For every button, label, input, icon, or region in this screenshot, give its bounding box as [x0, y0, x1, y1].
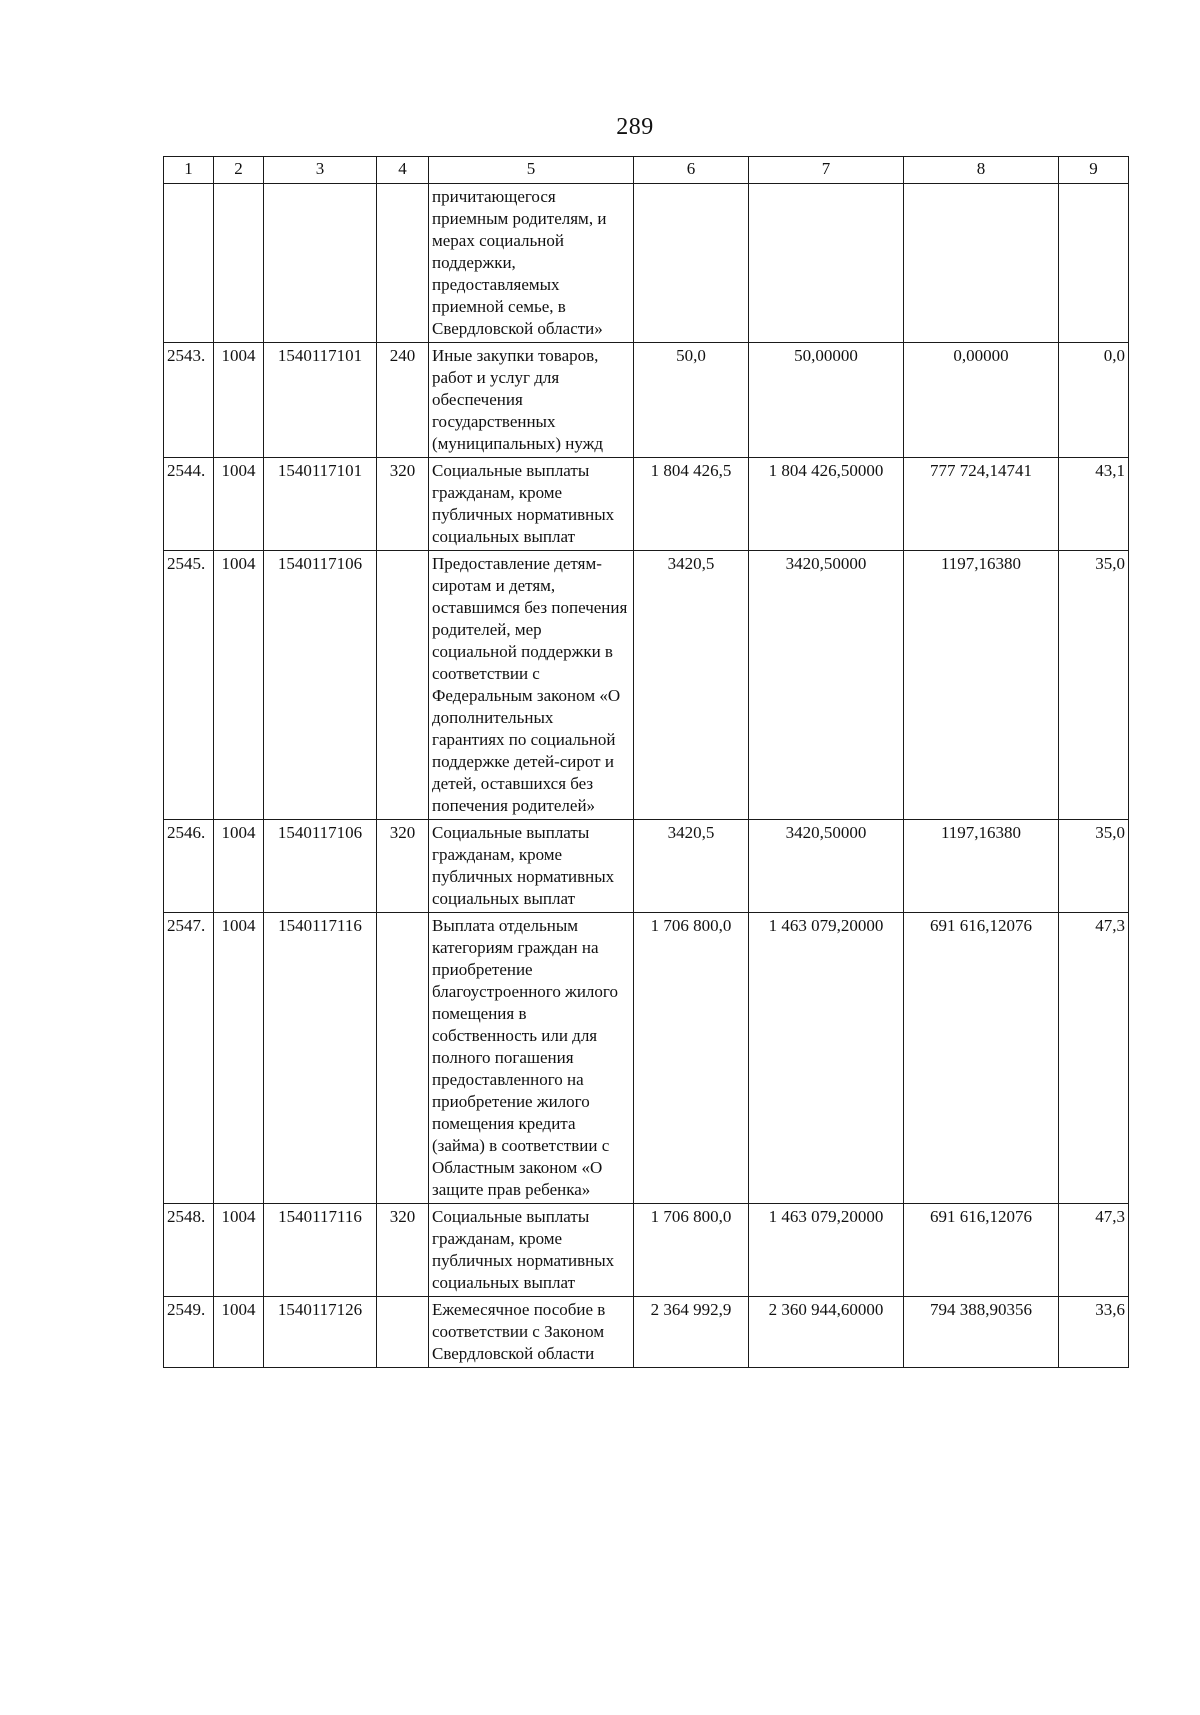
executed-amount-cell: 1197,16380	[904, 820, 1059, 913]
section-code-cell: 1004	[214, 1204, 264, 1297]
column-header: 8	[904, 157, 1059, 184]
percent-cell: 33,6	[1059, 1297, 1129, 1368]
table-row	[164, 551, 1129, 820]
plan-amount-cell: 2 364 992,9	[634, 1297, 749, 1368]
plan-amount-cell: 3420,5	[634, 820, 749, 913]
percent-cell: 43,1	[1059, 458, 1129, 551]
expense-type-cell	[377, 551, 429, 820]
expense-type-cell: 240	[377, 343, 429, 458]
approved-amount-cell: 1 463 079,20000	[749, 1204, 904, 1297]
executed-amount-cell: 794 388,90356	[904, 1297, 1059, 1368]
approved-amount-cell: 50,00000	[749, 343, 904, 458]
section-code-cell: 1004	[214, 458, 264, 551]
section-code-cell: 1004	[214, 343, 264, 458]
executed-amount-cell: 777 724,14741	[904, 458, 1059, 551]
row-number-cell: 2543.	[164, 343, 214, 458]
percent-cell: 35,0	[1059, 820, 1129, 913]
item-name-cell: Социальные выплаты гражданам, кроме публичных нормативных социальных выплат	[429, 1204, 634, 1297]
section-code-cell: 1004	[214, 551, 264, 820]
target-code-cell: 1540117101	[264, 458, 377, 551]
column-header: 9	[1059, 157, 1129, 184]
column-header: 4	[377, 157, 429, 184]
row-number-cell: 2546.	[164, 820, 214, 913]
row-number-cell	[164, 184, 214, 343]
approved-amount-cell: 1 463 079,20000	[749, 913, 904, 1204]
section-code-cell: 1004	[214, 1297, 264, 1368]
column-header: 5	[429, 157, 634, 184]
expense-type-cell: 320	[377, 1204, 429, 1297]
page-number: 289	[616, 114, 654, 140]
item-name-cell: причитающегося приемным родителям, и мерах социальной поддержки, предоставляемых приемной семье, в Свердловской области»	[429, 184, 634, 343]
column-header: 3	[264, 157, 377, 184]
row-number-cell: 2547.	[164, 913, 214, 1204]
row-number-cell: 2549.	[164, 1297, 214, 1368]
executed-amount-cell: 0,00000	[904, 343, 1059, 458]
table-row	[164, 458, 1129, 551]
plan-amount-cell: 1 706 800,0	[634, 1204, 749, 1297]
approved-amount-cell: 3420,50000	[749, 820, 904, 913]
row-number-cell: 2548.	[164, 1204, 214, 1297]
percent-cell: 47,3	[1059, 913, 1129, 1204]
table-row	[164, 913, 1129, 1204]
section-code-cell: 1004	[214, 913, 264, 1204]
column-header: 6	[634, 157, 749, 184]
percent-cell: 0,0	[1059, 343, 1129, 458]
plan-amount-cell: 1 706 800,0	[634, 913, 749, 1204]
expense-type-cell: 320	[377, 820, 429, 913]
table-row	[164, 343, 1129, 458]
item-name-cell: Ежемесячное пособие в соответствии с Законом Свердловской области	[429, 1297, 634, 1368]
expense-type-cell: 320	[377, 458, 429, 551]
item-name-cell: Иные закупки товаров, работ и услуг для обеспечения государственных (муниципальных) нужд	[429, 343, 634, 458]
row-number-cell: 2544.	[164, 458, 214, 551]
item-name-cell: Социальные выплаты гражданам, кроме публичных нормативных социальных выплат	[429, 820, 634, 913]
target-code-cell: 1540117116	[264, 1204, 377, 1297]
approved-amount-cell: 1 804 426,50000	[749, 458, 904, 551]
plan-amount-cell: 50,0	[634, 343, 749, 458]
executed-amount-cell: 1197,16380	[904, 551, 1059, 820]
section-code-cell: 1004	[214, 820, 264, 913]
budget-table	[163, 156, 1129, 1368]
row-number-cell: 2545.	[164, 551, 214, 820]
expense-type-cell	[377, 913, 429, 1204]
executed-amount-cell: 691 616,12076	[904, 1204, 1059, 1297]
target-code-cell: 1540117106	[264, 551, 377, 820]
target-code-cell: 1540117106	[264, 820, 377, 913]
plan-amount-cell: 3420,5	[634, 551, 749, 820]
section-code-cell	[214, 184, 264, 343]
column-header: 7	[749, 157, 904, 184]
item-name-cell: Выплата отдельным категориям граждан на приобретение благоустроенного жилого помещения в собственность или для полного погашения предоставленного на приобретение жилого помещения кредита (займа) в соответствии с Областным законом «О защите прав ребенка»	[429, 913, 634, 1204]
expense-type-cell	[377, 1297, 429, 1368]
executed-amount-cell: 691 616,12076	[904, 913, 1059, 1204]
target-code-cell	[264, 184, 377, 343]
target-code-cell: 1540117101	[264, 343, 377, 458]
table-header-row	[164, 157, 1129, 184]
column-header: 2	[214, 157, 264, 184]
target-code-cell: 1540117126	[264, 1297, 377, 1368]
percent-cell	[1059, 184, 1129, 343]
plan-amount-cell: 1 804 426,5	[634, 458, 749, 551]
approved-amount-cell: 3420,50000	[749, 551, 904, 820]
item-name-cell: Предоставление детям-сиротам и детям, оставшимся без попечения родителей, мер социальной поддержки в соответствии с Федеральным законом «О дополнительных гарантиях по социальной поддержке детей-сирот и детей, оставшихся без попечения родителей»	[429, 551, 634, 820]
approved-amount-cell: 2 360 944,60000	[749, 1297, 904, 1368]
table-row	[164, 1204, 1129, 1297]
plan-amount-cell	[634, 184, 749, 343]
table-row	[164, 1297, 1129, 1368]
percent-cell: 47,3	[1059, 1204, 1129, 1297]
table-row	[164, 820, 1129, 913]
approved-amount-cell	[749, 184, 904, 343]
target-code-cell: 1540117116	[264, 913, 377, 1204]
item-name-cell: Социальные выплаты гражданам, кроме публичных нормативных социальных выплат	[429, 458, 634, 551]
executed-amount-cell	[904, 184, 1059, 343]
percent-cell: 35,0	[1059, 551, 1129, 820]
table-row	[164, 184, 1129, 343]
expense-type-cell	[377, 184, 429, 343]
column-header: 1	[164, 157, 214, 184]
